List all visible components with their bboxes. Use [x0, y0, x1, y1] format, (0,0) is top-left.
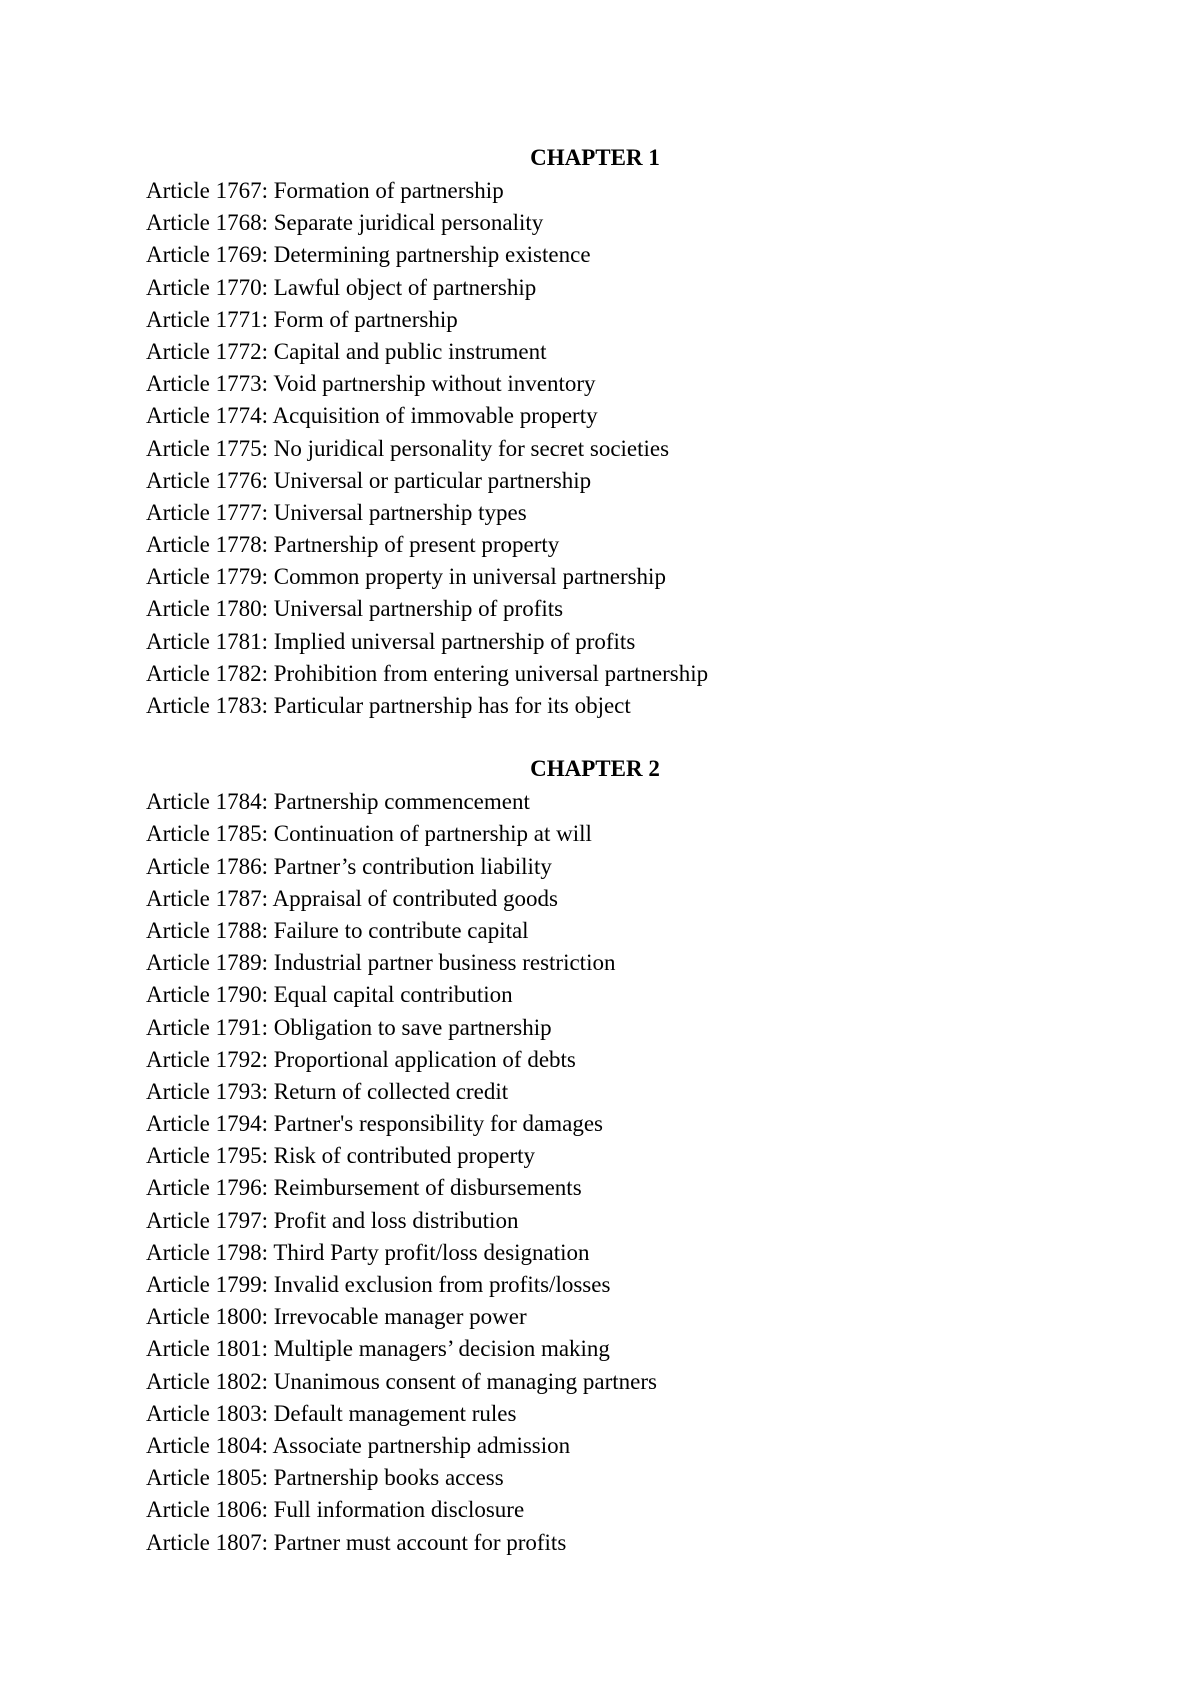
article-list-item: Article 1781: Implied universal partnership of profits [146, 628, 636, 654]
article-list-item: Article 1770: Lawful object of partnership [146, 274, 537, 300]
article-list-item: Article 1782: Prohibition from entering universal partnership [146, 660, 709, 686]
article-list-item: Article 1794: Partner's responsibility for damages [146, 1111, 604, 1137]
article-list-item: Article 1767: Formation of partnership [146, 178, 504, 203]
chapter-2-title-text: CHAPTER 2 [530, 756, 660, 782]
article-list-item: Article 1807: Partner must account for profits [146, 1529, 567, 1555]
chapter-1-title [146, 142, 1046, 173]
article-list-item: Article 1788: Failure to contribute capital [146, 917, 529, 943]
chapter-1-article-list [146, 175, 1046, 722]
chapter-2-section [146, 753, 1046, 1559]
article-list-item: Article 1791: Obligation to save partnership [146, 1014, 552, 1040]
article-list-item: Article 1806: Full information disclosure [146, 1497, 525, 1523]
article-list-item: Article 1783: Particular partnership has for its object [146, 693, 631, 718]
article-list-item: Article 1771: Form of partnership [146, 306, 458, 332]
article-list-item: Article 1784: Partnership commencement [146, 789, 530, 815]
article-list-item: Article 1772: Capital and public instrument [146, 338, 547, 364]
document-page [146, 142, 1046, 1559]
chapter-2-title [146, 753, 1046, 784]
article-list-item: Article 1795: Risk of contributed property [146, 1143, 536, 1169]
article-list-item: Article 1802: Unanimous consent of managing partners [146, 1368, 657, 1394]
article-list-item: Article 1797: Profit and loss distribution [146, 1207, 519, 1233]
article-list-item: Article 1804: Associate partnership admission [146, 1432, 571, 1458]
article-list-item: Article 1776: Universal or particular partnership [146, 467, 592, 493]
article-list-item: Article 1787: Appraisal of contributed goods [146, 885, 559, 911]
chapter-1-section [146, 142, 1046, 722]
article-list-item: Article 1785: Continuation of partnership at will [146, 821, 592, 847]
article-list-item: Article 1798: Third Party profit/loss designation [146, 1239, 590, 1265]
article-list-item: Article 1790: Equal capital contribution [146, 982, 513, 1008]
article-list-item: Article 1789: Industrial partner business restriction [146, 950, 616, 976]
article-list-item: Article 1803: Default management rules [146, 1400, 517, 1426]
article-list-item: Article 1799: Invalid exclusion from profits/losses [146, 1272, 611, 1297]
article-list-item: Article 1768: Separate juridical personality [146, 210, 544, 236]
article-list-item: Article 1778: Partnership of present property [146, 532, 560, 558]
article-list-item: Article 1800: Irrevocable manager power [146, 1304, 527, 1330]
article-list-item: Article 1805: Partnership books access [146, 1465, 504, 1491]
article-list-item: Article 1774: Acquisition of immovable property [146, 403, 598, 429]
article-list-item: Article 1769: Determining partnership existence [146, 242, 591, 268]
article-list-item: Article 1792: Proportional application of debts [146, 1046, 576, 1072]
article-list-item: Article 1775: No juridical personality for secret societies [146, 435, 670, 461]
article-list-item: Article 1773: Void partnership without inventory [146, 371, 596, 397]
article-list-item: Article 1793: Return of collected credit [146, 1078, 509, 1104]
article-list-item: Article 1786: Partner’s contribution liability [146, 853, 552, 879]
article-list-item: Article 1780: Universal partnership of profits [146, 596, 564, 622]
article-list-item: Article 1801: Multiple managers’ decision making [146, 1336, 610, 1362]
article-list-item: Article 1779: Common property in universal partnership [146, 564, 666, 590]
article-list-item: Article 1796: Reimbursement of disbursements [146, 1175, 582, 1201]
chapter-2-article-list [146, 786, 1046, 1559]
chapter-1-title-text: CHAPTER 1 [530, 145, 660, 170]
article-list-item: Article 1777: Universal partnership types [146, 499, 527, 525]
